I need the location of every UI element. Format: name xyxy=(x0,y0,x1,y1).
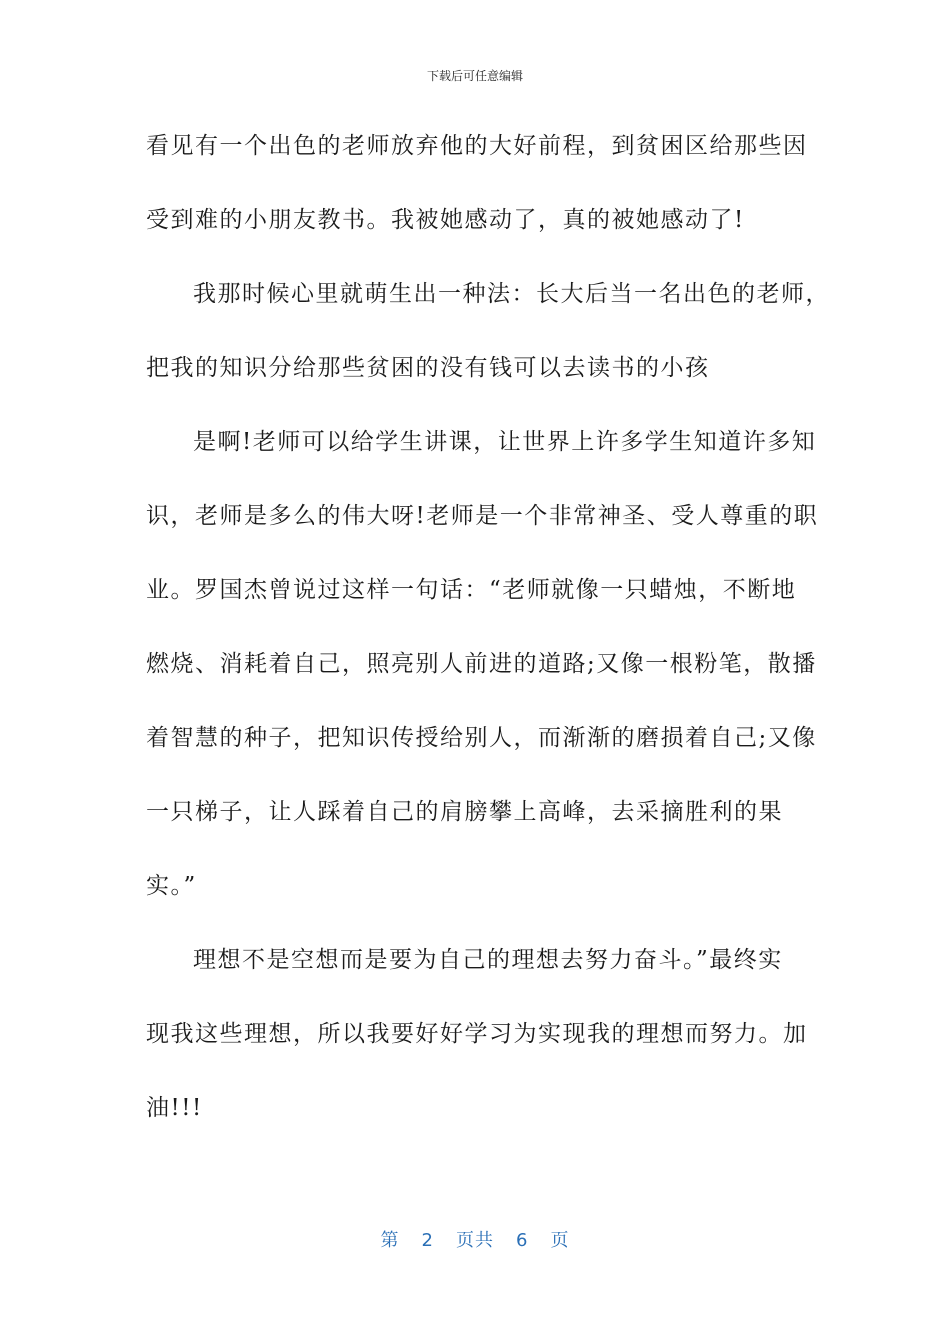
text-line: 一只梯子，让人踩着自己的肩膀攀上高峰，去采摘胜利的果 xyxy=(146,799,783,825)
document-body xyxy=(146,120,830,1156)
page-number-footer xyxy=(0,1226,950,1252)
paragraph-start-line: 我那时候心里就萌生出一种法：长大后当一名出色的老师， xyxy=(193,281,830,307)
page-total: 6 xyxy=(516,1230,529,1251)
page-label-suffix: 页 xyxy=(550,1230,570,1251)
paragraph-start-line: 理想不是空想而是要为自己的理想去努力奋斗。”最终实 xyxy=(193,947,783,973)
paragraph-start-line: 是啊!老师可以给学生讲课，让世界上许多学生知道许多知 xyxy=(193,429,817,455)
text-line: 业。罗国杰曾说过这样一句话：“老师就像一只蜡烛，不断地 xyxy=(146,577,797,603)
text-line: 把我的知识分给那些贫困的没有钱可以去读书的小孩 xyxy=(146,355,710,381)
page-label-prefix: 第 xyxy=(380,1230,400,1251)
text-line: 受到难的小朋友教书。我被她感动了，真的被她感动了! xyxy=(146,207,745,233)
text-line: 燃烧、消耗着自己，照亮别人前进的道路;又像一根粉笔，散播 xyxy=(146,651,817,677)
page-header: 下载后可任意编辑 xyxy=(426,69,523,83)
text-line: 看见有一个出色的老师放弃他的大好前程，到贫困区给那些因 xyxy=(146,133,808,159)
page-label-mid: 页共 xyxy=(456,1230,494,1251)
text-line: 着智慧的种子，把知识传授给别人，而渐渐的磨损着自己;又像 xyxy=(146,725,817,751)
text-line: 油!!! xyxy=(146,1095,203,1121)
text-line: 实。” xyxy=(146,873,197,899)
page-current: 2 xyxy=(421,1230,434,1251)
text-line: 现我这些理想，所以我要好好学习为实现我的理想而努力。加 xyxy=(146,1021,808,1047)
text-line: 识，老师是多么的伟大呀!老师是一个非常神圣、受人尊重的职 xyxy=(146,503,819,529)
